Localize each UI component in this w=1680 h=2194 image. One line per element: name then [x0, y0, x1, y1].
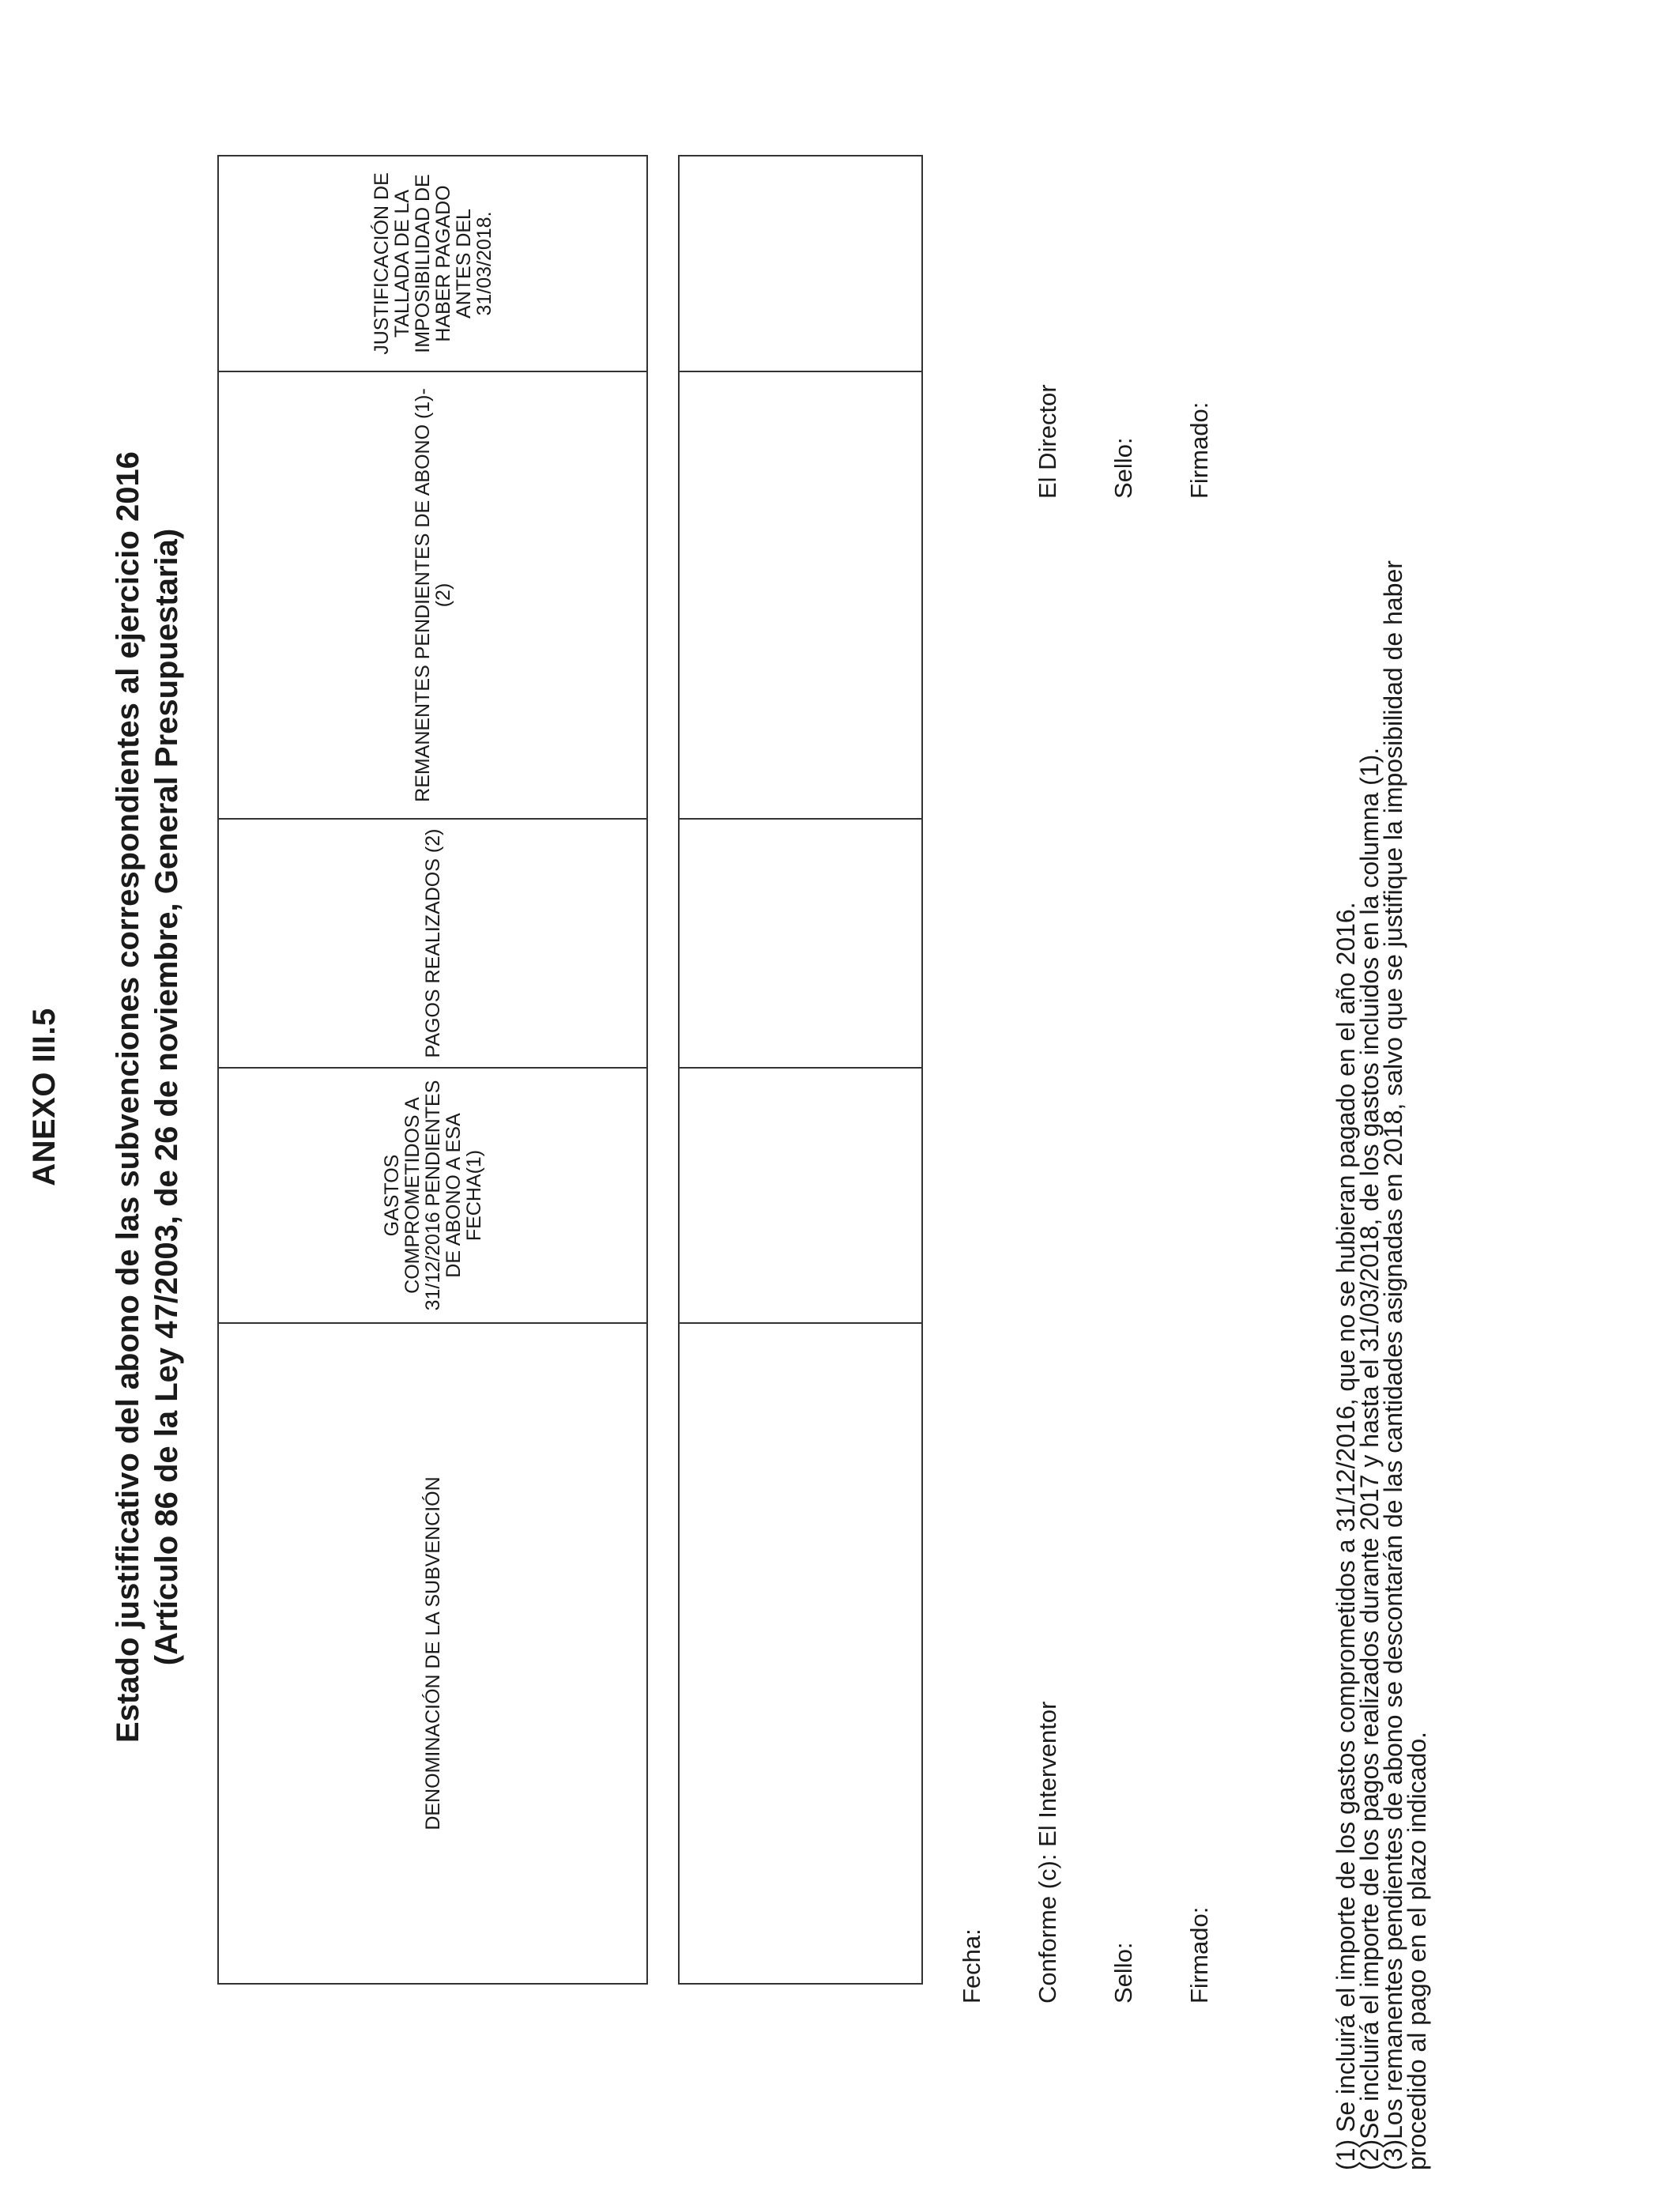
- title-line-2: (Artículo 86 de la Ley 47/2003, de 26 de noviembre, General Presupuestaria): [149, 528, 184, 1666]
- data-cell-gastos-comprometidos[interactable]: [679, 1068, 922, 1323]
- title-line-1: Estado justificativo del abono de las subvenciones correspondientes al ejercicio 2016: [111, 451, 145, 1743]
- director-label: El Director: [1034, 384, 1061, 499]
- data-cell-pagos-realizados[interactable]: [679, 819, 922, 1068]
- header-cell-justificacion: JUSTIFICACIÓN DE TALLADA DE LA IMPOSIBILIDAD DE HABER PAGADO ANTES DEL 31/03/2018.: [218, 156, 647, 371]
- footnote-1: (1) Se incluirá el importe de los gastos comprometidos a 31/12/2016, que no se hubieran pagado en el año 2016.: [1332, 902, 1360, 2170]
- sello-left-label: Sello:: [1109, 1942, 1137, 2004]
- header-cell-gastos-comprometidos: GASTOS COMPROMETIDOS A 31/12/2016 PENDIENTES DE ABONO A ESA FECHA(1): [218, 1068, 647, 1323]
- footnote-3: (3)Los remanentes pendientes de abono se descontarán de las cantidades asignadas en 2018, salvo que se justifique la imposibilidad de haber: [1379, 560, 1407, 2170]
- firmado-left-label: Firmado:: [1185, 1906, 1213, 2004]
- sello-right-label: Sello:: [1109, 437, 1137, 499]
- header-cell-denominacion: DENOMINACIÓN DE LA SUBVENCIÓN: [218, 1323, 647, 1984]
- header-cell-pagos-realizados: PAGOS REALIZADOS (2): [218, 819, 647, 1068]
- data-cell-remanentes[interactable]: [679, 371, 922, 819]
- header-table: [217, 155, 648, 1985]
- data-table: [678, 155, 923, 1985]
- header-row: [218, 156, 647, 1984]
- data-cell-denominacion[interactable]: [679, 1323, 922, 1984]
- footnote-3-continued: procedido al pago en el plazo indicado.: [1403, 1731, 1431, 2170]
- header-cell-remanentes: REMANENTES PENDIENTES DE ABONO (1)-(2): [218, 371, 647, 819]
- document-title: [109, 0, 186, 2194]
- footnote-2: (2)Se incluirá el importe de los pagos realizados durante 2017 y hasta el 31/03/2018, de los gastos incluidos en la columna (1).: [1355, 747, 1384, 2170]
- conforme-interventor-label: Conforme (c): El Interventor: [1034, 1701, 1061, 2004]
- footnotes: [1334, 36, 1429, 2170]
- table-row: [679, 156, 922, 1984]
- data-cell-justificacion[interactable]: [679, 156, 922, 371]
- firmado-right-label: Firmado:: [1185, 401, 1213, 499]
- fecha-label: Fecha:: [958, 1928, 985, 2004]
- annex-title: ANEXO III.5: [27, 1008, 62, 1186]
